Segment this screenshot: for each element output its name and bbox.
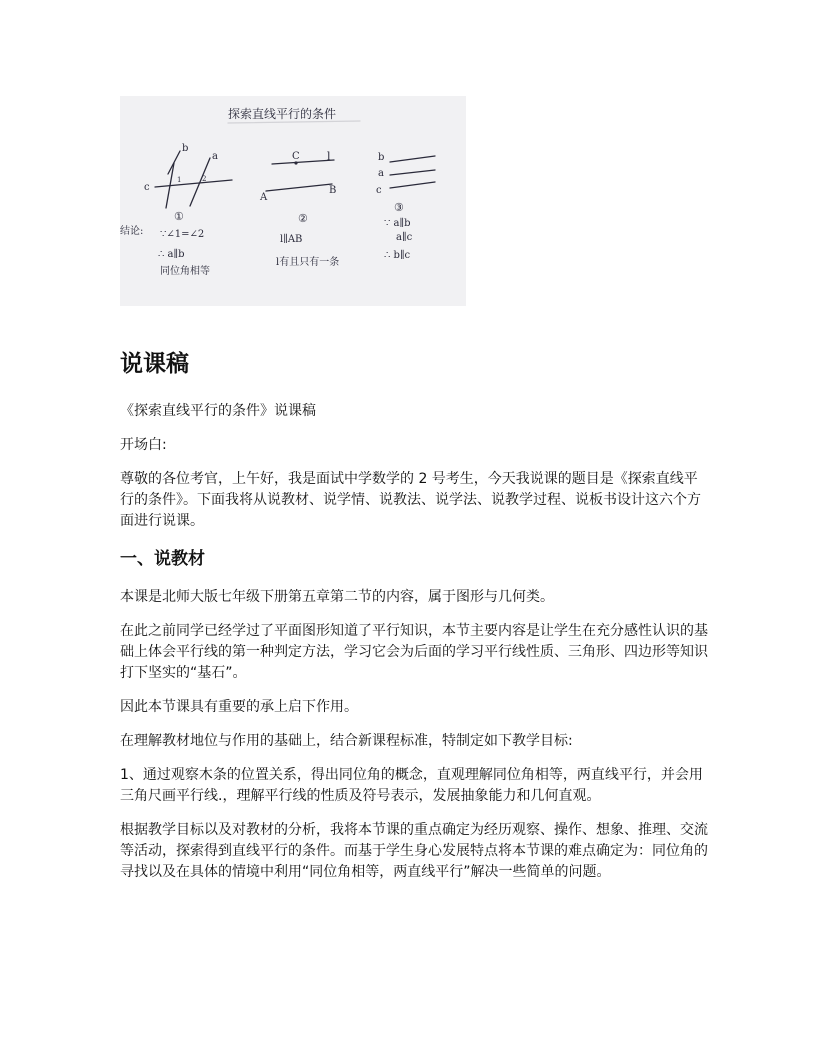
- d3-label-b: b: [378, 152, 385, 163]
- d2-number: ②: [298, 212, 308, 225]
- opening-paragraph: 尊敬的各位考官，上午好，我是面试中学数学的 2 号考生，今天我说课的题目是《探索直线平行的条件》。下面我将从说教材、说学情、说教法、说学法、说教学过程、说板书设计这六个方面进行说课。: [120, 471, 701, 529]
- d2-reason: l有且只有一条: [276, 257, 340, 268]
- d1-label-b: b: [182, 143, 189, 154]
- parallel-lines-sketch: [120, 96, 466, 306]
- d1-result: ∴ a∥b: [158, 249, 185, 260]
- d1-label-c: c: [144, 182, 150, 193]
- d2-line-l: [272, 160, 334, 164]
- textbook-paragraph-1: 本课是北师大版七年级下册第五章第二节的内容，属于图形与几何类。: [120, 589, 554, 605]
- opening-label: 开场白:: [120, 437, 167, 453]
- d2-label-b: B: [329, 185, 337, 196]
- teaching-objective-1: 1、通过观察木条的位置关系，得出同位角的概念，直观理解同位角相等，两直线平行，并会用三角尺画平行线.，理解平行线的性质及符号表示，发展抽象能力和几何直观。: [120, 767, 703, 804]
- d1-conclusion-label: 结论:: [120, 226, 144, 237]
- d2-result: l∥AB: [280, 234, 303, 245]
- document-body: [120, 345, 710, 896]
- d3-label-a: a: [378, 168, 384, 179]
- d2-label-c: C: [292, 151, 300, 162]
- d3-given-1: ∵ a∥b: [384, 218, 411, 229]
- document-heading: 说课稿: [120, 351, 189, 377]
- textbook-paragraph-3: 因此本节课具有重要的承上启下作用。: [120, 699, 358, 715]
- d1-label-a: a: [212, 151, 218, 162]
- d3-result: ∴ b∥c: [384, 250, 411, 261]
- d1-angle-2: 2: [202, 175, 207, 183]
- key-points-paragraph: 根据教学目标以及对教材的分析，我将本节课的重点确定为经历观察、操作、想象、推理、交流等活动，探索得到直线平行的条件。而基于学生身心发展特点将本节课的难点确定为：同位角的寻找以及在具体的情境中利用“同位角相等，两直线平行”解决一些简单的问题。: [120, 822, 708, 880]
- handwritten-title: 探索直线平行的条件: [228, 107, 337, 121]
- d3-given-2: a∥c: [396, 232, 413, 243]
- handwritten-diagram-photo: [120, 96, 466, 306]
- d2-line-ab: [266, 184, 332, 191]
- d2-label-a: A: [260, 192, 268, 203]
- d1-line-c: [155, 180, 232, 187]
- d1-given: ∵∠1=∠2: [160, 229, 205, 240]
- document-subtitle: 《探索直线平行的条件》说课稿: [120, 403, 316, 419]
- d3-line-a: [390, 170, 435, 175]
- d3-line-b: [390, 156, 435, 162]
- d3-label-c: c: [376, 185, 382, 196]
- d3-number: ③: [394, 201, 404, 214]
- d1-angle-1: 1: [177, 176, 182, 184]
- d3-line-c: [390, 182, 435, 188]
- textbook-paragraph-2: 在此之前同学已经学过了平面图形知道了平行知识，本节主要内容是让学生在充分感性认识的基础上体会平行线的第一种判定方法，学习它会为后面的学习平行线性质、三角形、四边形等知识打下坚实的“基石”。: [120, 623, 708, 681]
- d2-label-l: l: [327, 150, 331, 163]
- section-heading-textbook: 一、说教材: [120, 549, 205, 569]
- d1-reason: 同位角相等: [160, 266, 210, 277]
- d1-number: ①: [174, 210, 184, 223]
- textbook-paragraph-4: 在理解教材地位与作用的基础上，结合新课程标准，特制定如下教学目标:: [120, 733, 573, 749]
